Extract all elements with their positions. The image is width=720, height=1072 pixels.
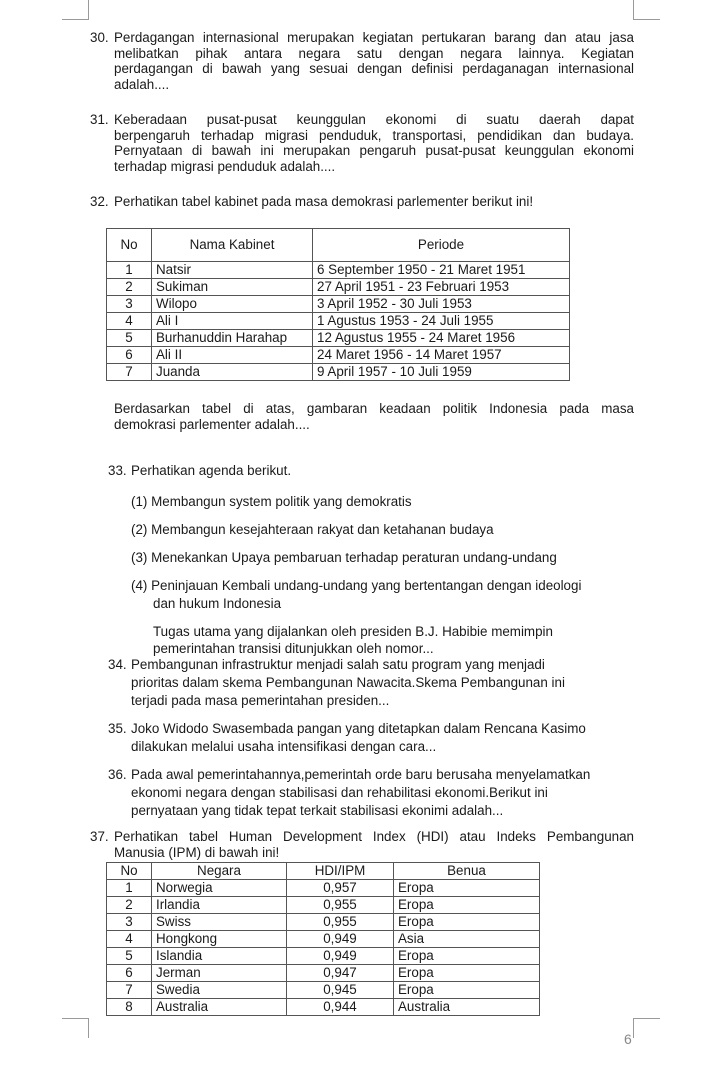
question-text — [114, 829, 634, 860]
table-cell: Juanda — [152, 364, 313, 381]
question-36-number: 36. — [108, 767, 127, 782]
question-line: Pernyataan di bawah ini merupakan pengaruh pusat-pusat keunggulan ekonomi — [114, 143, 634, 158]
question-line: adalah.... — [114, 76, 170, 92]
table-cell: Jerman — [152, 965, 287, 982]
question-34-line: prioritas dalam skema Pembangunan Nawacita.Skema Pembangunan ini — [131, 675, 565, 690]
table-header-cell: Nama Kabinet — [152, 229, 313, 262]
crop-mark-top-right-v — [633, 0, 634, 20]
agenda-item-1: (1) Membangun system politik yang demokratis — [131, 494, 412, 509]
crop-mark-bottom-left-v — [88, 1018, 89, 1038]
question-number: 30. — [90, 30, 109, 45]
table-cell: 6 — [107, 965, 152, 982]
question-34-line: terjadi pada masa pemerintahan presiden... — [131, 693, 390, 708]
question-34-number: 34. — [108, 657, 127, 672]
crop-mark-bottom-left-h — [62, 1018, 88, 1019]
agenda-item-3: (3) Menekankan Upaya pembaruan terhadap peraturan undang-undang — [131, 550, 557, 565]
table-cell: 1 — [107, 880, 152, 897]
table-cell: Eropa — [394, 982, 540, 999]
table-cell: 5 — [107, 330, 152, 347]
table-row — [107, 313, 570, 330]
table-header-cell: Negara — [152, 863, 287, 880]
question-line: berpengaruh terhadap migrasi penduduk, transportasi, pendidikan dan budaya. — [114, 127, 634, 143]
table-cell: Hongkong — [152, 931, 287, 948]
table-row — [107, 262, 570, 279]
question-36-line: Pada awal pemerintahannya,pemerintah orde baru berusaha menyelamatkan — [131, 767, 591, 782]
crop-mark-bottom-right-h — [634, 1018, 660, 1019]
question-33-number: 33. — [108, 463, 127, 478]
question-line: demokrasi parlementer adalah.... — [114, 416, 310, 432]
table-cell: Sukiman — [152, 279, 313, 296]
question-text — [114, 194, 634, 210]
question-text — [114, 112, 634, 174]
table-cell: 6 September 1950 - 21 Maret 1951 — [313, 262, 570, 279]
table-row — [107, 364, 570, 381]
table-cell: Australia — [152, 999, 287, 1016]
table-cell: 4 — [107, 931, 152, 948]
table-cell: Eropa — [394, 965, 540, 982]
crop-mark-top-right-h — [634, 19, 660, 20]
table-cell: Eropa — [394, 880, 540, 897]
table-cell: 0,957 — [287, 880, 394, 897]
table-cell: Eropa — [394, 897, 540, 914]
table-cell: 7 — [107, 364, 152, 381]
question-34-line: Pembangunan infrastruktur menjadi salah satu program yang menjadi — [131, 657, 545, 672]
table-cell: 27 April 1951 - 23 Februari 1953 — [313, 279, 570, 296]
table-row — [107, 330, 570, 347]
table-header-cell: No — [107, 863, 152, 880]
question-35-number: 35. — [108, 721, 127, 736]
table-header-cell: HDI/IPM — [287, 863, 394, 880]
question-35-line: dilakukan melalui usaha intensifikasi dengan cara... — [131, 739, 437, 754]
table-row — [107, 897, 540, 914]
table-cell: 9 April 1957 - 10 Juli 1959 — [313, 364, 570, 381]
crop-mark-top-left-h — [62, 19, 88, 20]
question-line: Keberadaan pusat-pusat keunggulan ekonomi di suatu daerah dapat — [114, 112, 634, 127]
table-cell: 5 — [107, 948, 152, 965]
table-row — [107, 296, 570, 313]
table-row — [107, 279, 570, 296]
table-cell: Eropa — [394, 914, 540, 931]
table-header-row — [107, 229, 570, 262]
table-row — [107, 347, 570, 364]
table-cell: 0,945 — [287, 982, 394, 999]
question-line: terhadap migrasi penduduk adalah.... — [114, 158, 336, 174]
table-cell: Burhanuddin Harahap — [152, 330, 313, 347]
question-33-text: Perhatikan agenda berikut. — [131, 463, 292, 478]
table-cell: 0,955 — [287, 897, 394, 914]
question-36-line: pernyataan yang tidak tepat terkait stabilisasi ekonimi adalah... — [131, 803, 504, 818]
question-text — [114, 401, 634, 432]
question-line: Perhatikan tabel Human Development Index (HDI) atau Indeks Pembangunan — [114, 829, 634, 844]
cabinet-table — [106, 228, 570, 381]
question-number: 32. — [90, 194, 109, 209]
question-text — [114, 30, 634, 92]
table-cell: Norwegia — [152, 880, 287, 897]
table-cell: Natsir — [152, 262, 313, 279]
table-header-cell: Benua — [394, 863, 540, 880]
table-cell: Irlandia — [152, 897, 287, 914]
question-number: 31. — [90, 112, 109, 127]
question-line: perdagangan di bawah yang sesuai dengan definisi perdaganagan internasional — [114, 61, 634, 76]
question-33-prompt-line: pemerintahan transisi ditunjukkan oleh nomor... — [153, 641, 434, 656]
table-cell: Eropa — [394, 948, 540, 965]
table-cell: 7 — [107, 982, 152, 999]
page-number: 6 — [624, 1031, 632, 1047]
question-line: melibatkan pihak antara negara satu dengan negara lainnya. Kegiatan — [114, 45, 634, 61]
question-line: Perdagangan internasional merupakan kegiatan pertukaran barang dan atau jasa — [114, 30, 634, 45]
table-cell: 1 Agustus 1953 - 24 Juli 1955 — [313, 313, 570, 330]
question-line: Berdasarkan tabel di atas, gambaran keadaan politik Indonesia pada masa — [114, 401, 634, 416]
table-cell: 3 — [107, 914, 152, 931]
table-row — [107, 914, 540, 931]
table-header-row — [107, 863, 540, 880]
table-row — [107, 931, 540, 948]
table-cell: 3 — [107, 296, 152, 313]
table-cell: 6 — [107, 347, 152, 364]
table-cell: 0,947 — [287, 965, 394, 982]
hdi-table — [106, 862, 540, 1016]
table-cell: Wilopo — [152, 296, 313, 313]
question-36-line: ekonomi negara dengan stabilisasi dan rehabilitasi ekonomi.Berikut ini — [131, 785, 548, 800]
table-cell: 2 — [107, 897, 152, 914]
table-cell: 8 — [107, 999, 152, 1016]
table-cell: Asia — [394, 931, 540, 948]
question-line: Manusia (IPM) di bawah ini! — [114, 844, 280, 860]
table-cell: Islandia — [152, 948, 287, 965]
table-cell: 3 April 1952 - 30 Juli 1953 — [313, 296, 570, 313]
crop-mark-bottom-right-v — [633, 1018, 634, 1038]
table-cell: Swiss — [152, 914, 287, 931]
question-35-line: Joko Widodo Swasembada pangan yang ditetapkan dalam Rencana Kasimo — [131, 721, 586, 736]
table-cell: 2 — [107, 279, 152, 296]
table-cell: Swedia — [152, 982, 287, 999]
question-number: 37. — [90, 829, 109, 844]
table-cell: Ali II — [152, 347, 313, 364]
table-cell: 0,949 — [287, 948, 394, 965]
agenda-item-4-continuation: dan hukum Indonesia — [153, 596, 282, 611]
table-row — [107, 965, 540, 982]
table-cell: Ali I — [152, 313, 313, 330]
table-row — [107, 999, 540, 1016]
table-cell: 0,955 — [287, 914, 394, 931]
agenda-item-4: (4) Peninjauan Kembali undang-undang yang bertentangan dengan ideologi — [131, 578, 582, 593]
table-header-cell: No — [107, 229, 152, 262]
question-line: Perhatikan tabel kabinet pada masa demokrasi parlementer berikut ini! — [114, 194, 534, 209]
table-header-cell: Periode — [313, 229, 570, 262]
table-cell: 1 — [107, 262, 152, 279]
crop-mark-top-left-v — [88, 0, 89, 20]
table-cell: 0,949 — [287, 931, 394, 948]
table-row — [107, 982, 540, 999]
table-cell: 24 Maret 1956 - 14 Maret 1957 — [313, 347, 570, 364]
table-row — [107, 880, 540, 897]
question-33-prompt-line: Tugas utama yang dijalankan oleh presiden B.J. Habibie memimpin — [153, 624, 553, 639]
table-row — [107, 948, 540, 965]
table-cell: Australia — [394, 999, 540, 1016]
table-cell: 12 Agustus 1955 - 24 Maret 1956 — [313, 330, 570, 347]
agenda-item-2: (2) Membangun kesejahteraan rakyat dan ketahanan budaya — [131, 522, 494, 537]
table-cell: 4 — [107, 313, 152, 330]
table-cell: 0,944 — [287, 999, 394, 1016]
